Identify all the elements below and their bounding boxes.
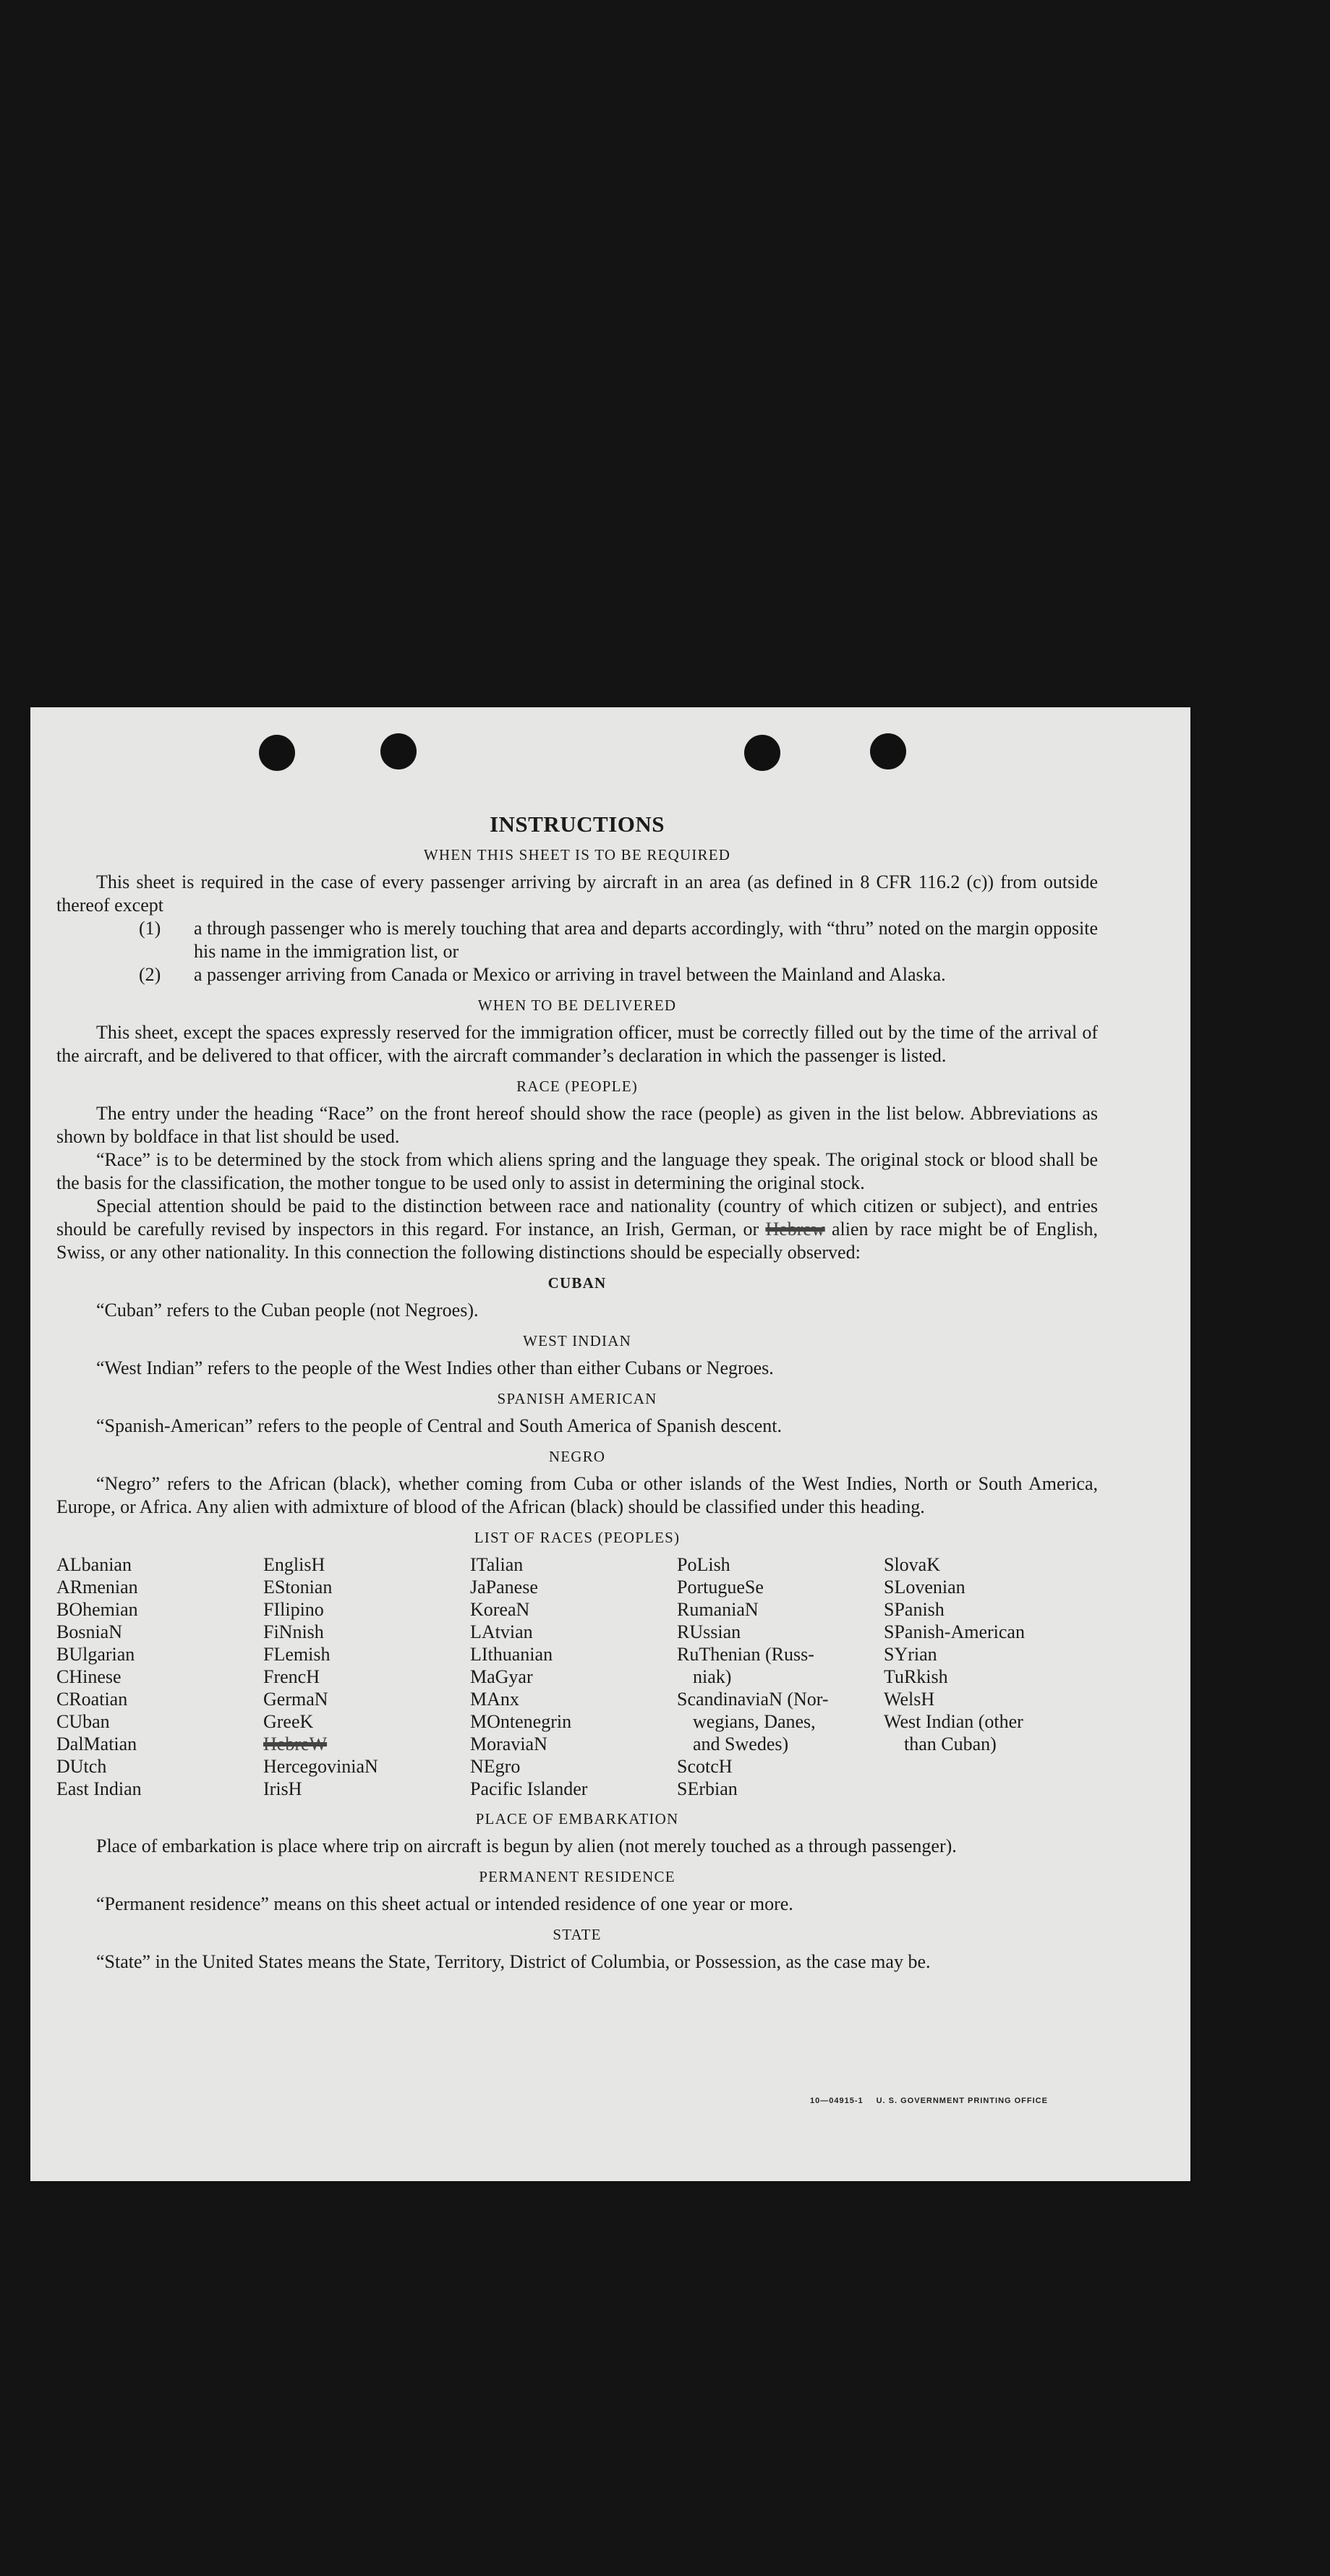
exception-text: a through passenger who is merely touching that area and departs accordingly, with “thru” noted on the margin opposite his name in the immigration list, or [194, 918, 1098, 962]
race-entry: and Swedes) [693, 1733, 789, 1754]
heading-embarkation: PLACE OF EMBARKATION [475, 1810, 679, 1827]
race-entry: niak) [693, 1666, 732, 1687]
race-entry: FiNnish [263, 1621, 324, 1642]
race-entry: PoLish [677, 1554, 730, 1575]
race-entry: West Indian (other [884, 1711, 1023, 1732]
race-entry: ScandinaviaN (Nor- [677, 1689, 829, 1710]
race-entry: LIthuanian [470, 1644, 553, 1665]
exception-number: (2) [139, 964, 161, 985]
form-number: 10—04915-1 [810, 2097, 864, 2105]
race-entry: PortugueSe [677, 1577, 764, 1598]
race-entry: BOhemian [56, 1599, 138, 1620]
punch-hole [259, 735, 295, 771]
race-entry: ARmenian [56, 1577, 138, 1598]
struck-out-word: Hebrew [765, 1219, 825, 1240]
race-entry: EStonian [263, 1577, 333, 1598]
page-title: INSTRUCTIONS [489, 811, 665, 837]
heading-list-of-races: LIST OF RACES (PEOPLES) [474, 1529, 681, 1546]
race-column [56, 1553, 263, 1800]
race-entry: ScotcH [677, 1756, 733, 1777]
race-entry: RumaniaN [677, 1599, 759, 1620]
heading-race: RACE (PEOPLE) [516, 1078, 638, 1095]
race-entry: MAnx [470, 1689, 519, 1710]
race-list [56, 1553, 1098, 1800]
race-entry: EnglisH [263, 1554, 325, 1575]
race-entry: FLemish [263, 1644, 331, 1665]
race-entry: wegians, Danes, [693, 1711, 816, 1732]
race-entry: CRoatian [56, 1689, 128, 1710]
race-column [884, 1553, 1091, 1800]
race-entry: DalMatian [56, 1733, 137, 1754]
race-entry: KoreaN [470, 1599, 530, 1620]
race-entry: SPanish [884, 1599, 945, 1620]
race-entry: Pacific Islander [470, 1778, 588, 1799]
heading-west-indian: WEST INDIAN [523, 1332, 631, 1349]
race-entry: SErbian [677, 1778, 738, 1799]
race-paragraph-1: The entry under the heading “Race” on the front hereof should show the race (people) as given in the list below. Abbreviations as shown by boldface in that list should be used. [56, 1103, 1098, 1147]
heading-negro: NEGRO [548, 1448, 606, 1465]
race-entry: ALbanian [56, 1554, 132, 1575]
race-entry: BUlgarian [56, 1644, 135, 1665]
race-entry: GreeK [263, 1711, 314, 1732]
race-paragraph-3-start: Special attention should be paid to the distinction between race and nationality (country of which citizen or subject), and entries should be carefully revised by inspectors in this regard. For instance, an Irish, German, or [56, 1195, 1098, 1240]
race-entry: than Cuban) [904, 1733, 997, 1754]
race-entry: BosniaN [56, 1621, 122, 1642]
race-entry: MoraviaN [470, 1733, 547, 1754]
printer-imprint [810, 2097, 1061, 2105]
race-entry: SlovaK [884, 1554, 940, 1575]
instruction-sheet [30, 707, 1190, 2181]
race-entry: FIlipino [263, 1599, 324, 1620]
race-entry: LAtvian [470, 1621, 533, 1642]
race-paragraph-2: “Race” is to be determined by the stock from which aliens spring and the language they speak. The original stock or blood shall be the basis for the classification, the mother tongue to be used only to assist in determining the original stock. [56, 1149, 1098, 1193]
exception-number: (1) [139, 918, 161, 939]
exception-item [56, 963, 1098, 986]
race-entry: SLovenian [884, 1577, 965, 1598]
race-entry: ITalian [470, 1554, 524, 1575]
heading-cuban: CUBAN [547, 1274, 607, 1292]
race-entry: SPanish-American [884, 1621, 1025, 1642]
race-column [470, 1553, 677, 1800]
heading-spanish-american: SPANISH AMERICAN [497, 1390, 657, 1407]
when-delivered-text: This sheet, except the spaces expressly reserved for the immigration officer, must be correctly filled out by the time of the arrival of the aircraft, and be delivered to that officer, with the aircraft commander’s declaration in which the passenger is listed. [56, 1022, 1098, 1066]
punch-hole [744, 735, 780, 771]
race-entry: East Indian [56, 1778, 142, 1799]
race-column [263, 1553, 470, 1800]
race-entry: GermaN [263, 1689, 328, 1710]
embarkation-text: Place of embarkation is place where trip on aircraft is begun by alien (not merely touched as a through passenger). [96, 1835, 957, 1856]
heading-when-delivered: WHEN TO BE DELIVERED [477, 997, 677, 1014]
race-paragraph-3-end: alien by race might be of English, Swiss, or any other nationality. In this connection the following distinctions should be especially observed: [56, 1219, 1099, 1263]
heading-permanent-residence: PERMANENT RESIDENCE [479, 1868, 675, 1885]
negro-text: “Negro” refers to the African (black), whether coming from Cuba or other islands of the West Indies, North or South America, Europe, or Africa. Any alien with admixture of blood of the African (black) should be classified under this heading. [56, 1473, 1098, 1517]
race-entry-struck: HebreW [263, 1733, 328, 1754]
cuban-text: “Cuban” refers to the Cuban people (not Negroes). [96, 1300, 479, 1321]
exception-text: a passenger arriving from Canada or Mexico or arriving in travel between the Mainland and Alaska. [194, 964, 946, 985]
race-entry: HercegoviniaN [263, 1756, 378, 1777]
printer-name: U. S. GOVERNMENT PRINTING OFFICE [876, 2097, 1048, 2105]
residence-text: “Permanent residence” means on this sheet actual or intended residence of one year or more. [96, 1893, 793, 1914]
race-entry: RuThenian (Russ- [677, 1644, 814, 1665]
race-entry: RUssian [677, 1621, 741, 1642]
instructions-body [56, 813, 1098, 1974]
race-entry: FrencH [263, 1666, 320, 1687]
spanish-american-text: “Spanish-American” refers to the people of Central and South America of Spanish descent. [96, 1415, 782, 1436]
heading-state: STATE [553, 1926, 602, 1943]
race-entry: MaGyar [470, 1666, 533, 1687]
punch-hole [870, 733, 906, 769]
state-text: “State” in the United States means the State, Territory, District of Columbia, or Possession, as the case may be. [96, 1951, 931, 1972]
exception-item [56, 917, 1098, 963]
west-indian-text: “West Indian” refers to the people of the West Indies other than either Cubans or Negroes. [96, 1357, 774, 1378]
race-entry: WelsH [884, 1689, 935, 1710]
race-entry: DUtch [56, 1756, 107, 1777]
race-entry: IrisH [263, 1778, 302, 1799]
race-entry: CUban [56, 1711, 110, 1732]
race-entry: JaPanese [470, 1577, 538, 1598]
heading-when-required: WHEN THIS SHEET IS TO BE REQUIRED [423, 846, 731, 863]
race-entry: NEgro [470, 1756, 521, 1777]
race-entry: SYrian [884, 1644, 937, 1665]
race-entry: TuRkish [884, 1666, 948, 1687]
race-entry: CHinese [56, 1666, 122, 1687]
race-column [677, 1553, 884, 1800]
race-entry: MOntenegrin [470, 1711, 572, 1732]
punch-hole [380, 733, 417, 769]
race-paragraph-3 [56, 1195, 1098, 1264]
when-required-intro: This sheet is required in the case of every passenger arriving by aircraft in an area (as defined in 8 CFR 116.2 (c)) from outside thereof except [56, 871, 1098, 916]
